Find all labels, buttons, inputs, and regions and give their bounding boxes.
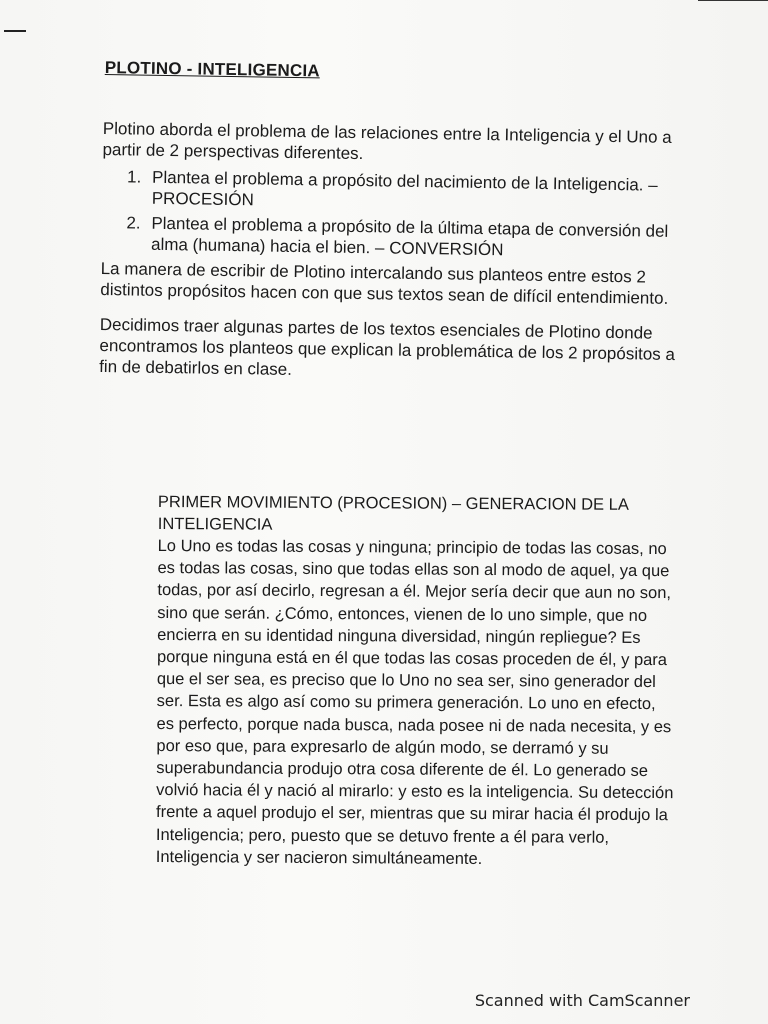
- page-title: PLOTINO - INTELIGENCIA: [104, 58, 320, 81]
- pen-mark: [4, 30, 26, 32]
- main-content: [99, 58, 694, 386]
- quote-heading: PRIMER MOVIMIENTO (PROCESION) – GENERACION DE LA INTELIGENCIA: [157, 492, 629, 534]
- list-number: 1.: [126, 167, 142, 187]
- perspectives-list: [101, 166, 692, 263]
- purpose-paragraph: Decidimos traer algunas partes de los textos esenciales de Plotino donde encontramos los planteos que explican la problemática de los 2 propósitos a fin de debatirlos en clase.: [99, 314, 676, 379]
- list-item: [101, 212, 692, 263]
- scanner-watermark: Scanned with CamScanner: [474, 991, 690, 1010]
- quote-text: Lo Uno es todas las cosas y ninguna; principio de todas las cosas, no es todas las cosas, sino que todas ellas son al modo de aquel, ya que todas, por así decirlo, regresan a él. Mejor sería decir que aun no son, sino que serán. ¿Cómo, entonces, vienen de lo uno simple, que no encierra en su identidad ninguna diversidad, ningún repliegue? Es porque ninguna está en él que todas las cosas proceden de él, y para que el ser sea, es preciso que lo Uno no sea ser, sino generador del ser. Esta es algo así como su primera generación. Lo uno en efecto, es perfecto, porque nada busca, nada posee ni de nada necesita, y es por eso que, para expresarlo de algún modo, se derramó y su superabundancia produjo otra cosa diferente de él. Lo generado se volvió hacia él y nació al mirarlo: y esto es la inteligencia. Su detección frente a aquel produjo el ser, mientras que su mirar hacia él produjo la Inteligencia; pero, puesto que se detuvo frente a él para verlo, Inteligencia y ser nacieron simultáneamente.: [155, 536, 674, 868]
- intro-paragraph: Plotino aborda el problema de las relaciones entre la Inteligencia y el Uno a partir de 2 perspectivas diferentes.: [102, 118, 672, 164]
- list-item-text: Plantea el problema a propósito del nacimiento de la Inteligencia. – PROCESIÓN: [151, 167, 658, 210]
- quote-block: [156, 491, 678, 871]
- list-number: 2.: [126, 213, 141, 233]
- writing-style-paragraph: La manera de escribir de Plotino intercalando sus planteos entre estos 2 distintos propósitos hacen con que sus textos sean de difícil entendimiento.: [100, 258, 669, 308]
- list-item: [102, 166, 693, 217]
- list-item-text: Plantea el problema a propósito de la última etapa de conversión del alma (humana) hacia el bien. – CONVERSIÓN: [150, 213, 669, 260]
- page-edge-line: [698, 0, 768, 1]
